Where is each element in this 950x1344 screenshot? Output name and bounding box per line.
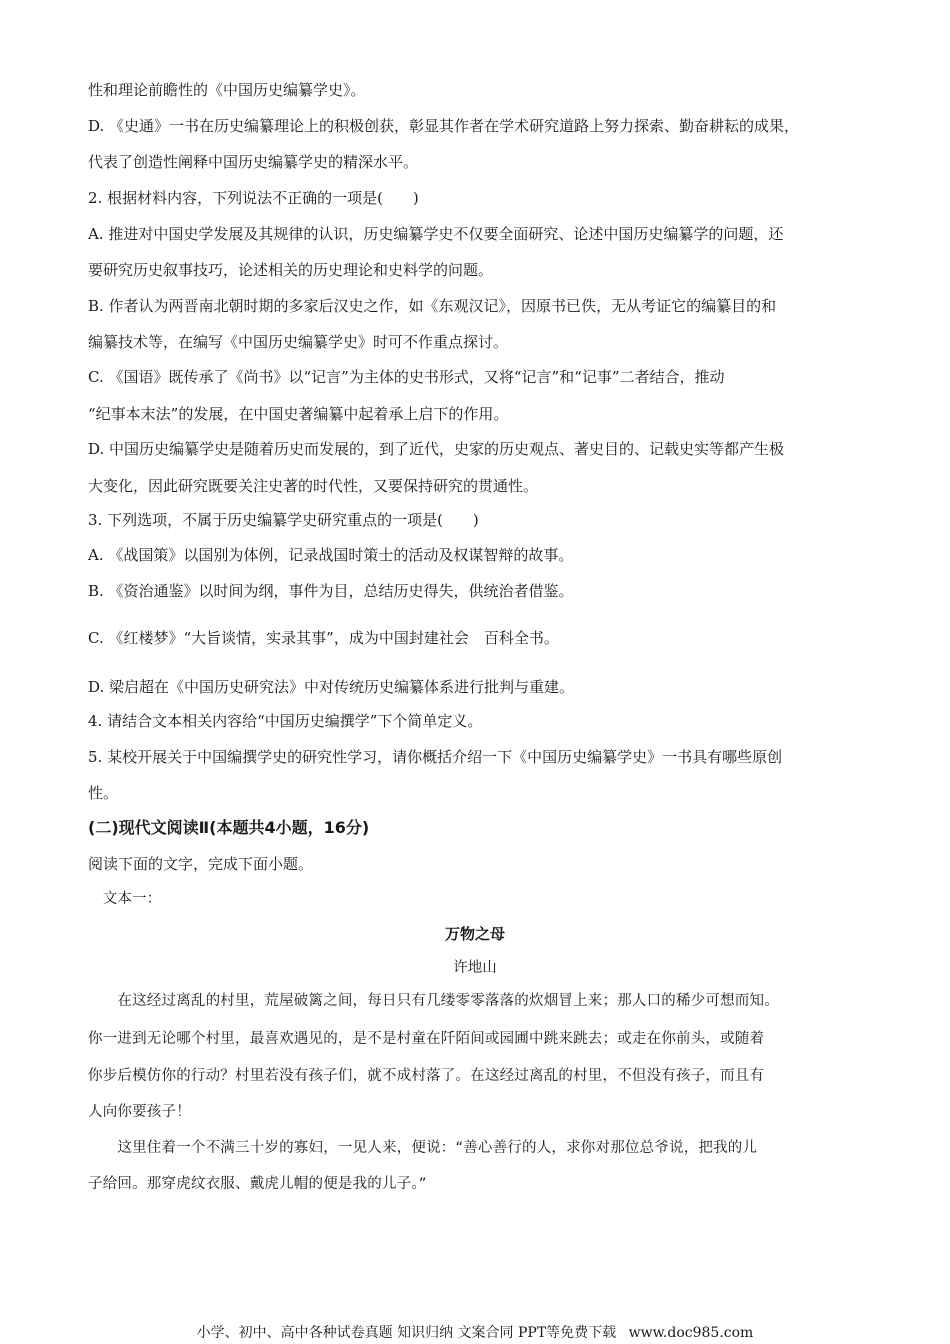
text-line: 性和理论前瞻性的《中国历史编纂学史》。 [88, 81, 366, 99]
option-a: A. 《战国策》以国别为体例，记录战国时策士的活动及权谋智辩的故事。 [88, 546, 574, 564]
article-line: 你步后模仿你的行动？村里若没有孩子们，就不成村落了。在这经过离乱的村里，不但没有孩子，而且有 [88, 1068, 765, 1084]
option-b: B. 《资治通鉴》以时间为纲，事件为目，总结历史得失，供统治者借鉴。 [88, 582, 574, 600]
article-author: 许地山 [453, 960, 497, 976]
option-d: D. 梁启超在《中国历史研究法》中对传统历史编纂体系进行批判与重建。 [88, 678, 575, 696]
option-c: C. 《国语》既传承了《尚书》以“记言”为主体的史书形式，又将“记言”和“记事”二者结合，推动 [88, 368, 725, 386]
article-title: 万物之母 [444, 925, 505, 943]
option-b: B. 作者认为两晋南北朝时期的多家后汉史之作，如《东观汉记》，因原书已佚，无从考证它的编纂目的和 [88, 297, 777, 315]
page-footer [0, 1323, 950, 1343]
text-line: D. 《史通》一书在历史编纂理论上的积极创获，彰显其作者在学术研究道路上努力探索、勤奋耕耘的成果， [88, 117, 800, 135]
text-line: 编纂技术等，在编写《中国历史编纂学史》时可不作重点探讨。 [88, 333, 509, 351]
question-5: 5. 某校开展关于中国编撰学史的研究性学习，请你概括介绍一下《中国历史编纂学史》一书具有哪些原创 [88, 748, 783, 766]
section-instruction: 阅读下面的文字，完成下面小题。 [88, 855, 314, 873]
article-line: 这里住着一个不满三十岁的寡妇，一见人来，便说：“善心善行的人，求你对那位总爷说，把我的儿 [88, 1140, 758, 1156]
article-line: 子给回。那穿虎纹衣服、戴虎儿帽的便是我的儿子。” [88, 1176, 427, 1192]
section-title: (二)现代文阅读Ⅱ(本题共4小题，16分) [88, 818, 370, 837]
question-3-stem: 3. 下列选项，不属于历史编纂学史研究重点的一项是( ) [88, 511, 479, 529]
text-line: “纪事本末法”的发展，在中国史著编纂中起着承上启下的作用。 [88, 405, 509, 423]
question-2-stem: 2. 根据材料内容，下列说法不正确的一项是( ) [88, 189, 419, 207]
article-line: 在这经过离乱的村里，荒屋破篱之间，每日只有几缕零零落落的炊烟冒上来；那人口的稀少可想而知。 [88, 993, 779, 1009]
text-line: 代表了创造性阐释中国历史编纂学史的精深水平。 [88, 153, 419, 171]
text-line: 大变化，因此研究既要关注史著的时代性，又要保持研究的贯通性。 [88, 477, 539, 495]
option-a: A. 推进对中国史学发展及其规律的认识，历史编纂学史不仅要全面研究、论述中国历史编纂学的问题，还 [88, 225, 784, 243]
option-c: C. 《红楼梦》“大旨谈情，实录其事”，成为中国封建社会 百科全书。 [88, 629, 559, 647]
option-d: D. 中国历史编纂学史是随着历史而发展的，到了近代，史家的历史观点、著史目的、记载史实等都产生极 [88, 440, 785, 458]
footer-text: 小学、初中、高中各种试卷真题 知识归纳 文案合同 PPT等免费下载 [196, 1325, 617, 1341]
text-line: 要研究历史叙事技巧，论述相关的历史理论和史料学的问题。 [88, 261, 494, 279]
article-line: 你一进到无论哪个村里，最喜欢遇见的，是不是村童在阡陌间或园圃中跳来跳去；或走在你前头，或随着 [88, 1031, 765, 1047]
footer-link[interactable]: www.doc985.com [628, 1325, 754, 1341]
text-label: 文本一： [88, 891, 162, 907]
article-line: 人向你要孩子！ [88, 1104, 191, 1120]
text-line: 性。 [88, 784, 119, 802]
question-4: 4. 请结合文本相关内容给“中国历史编撰学”下个简单定义。 [88, 712, 483, 730]
